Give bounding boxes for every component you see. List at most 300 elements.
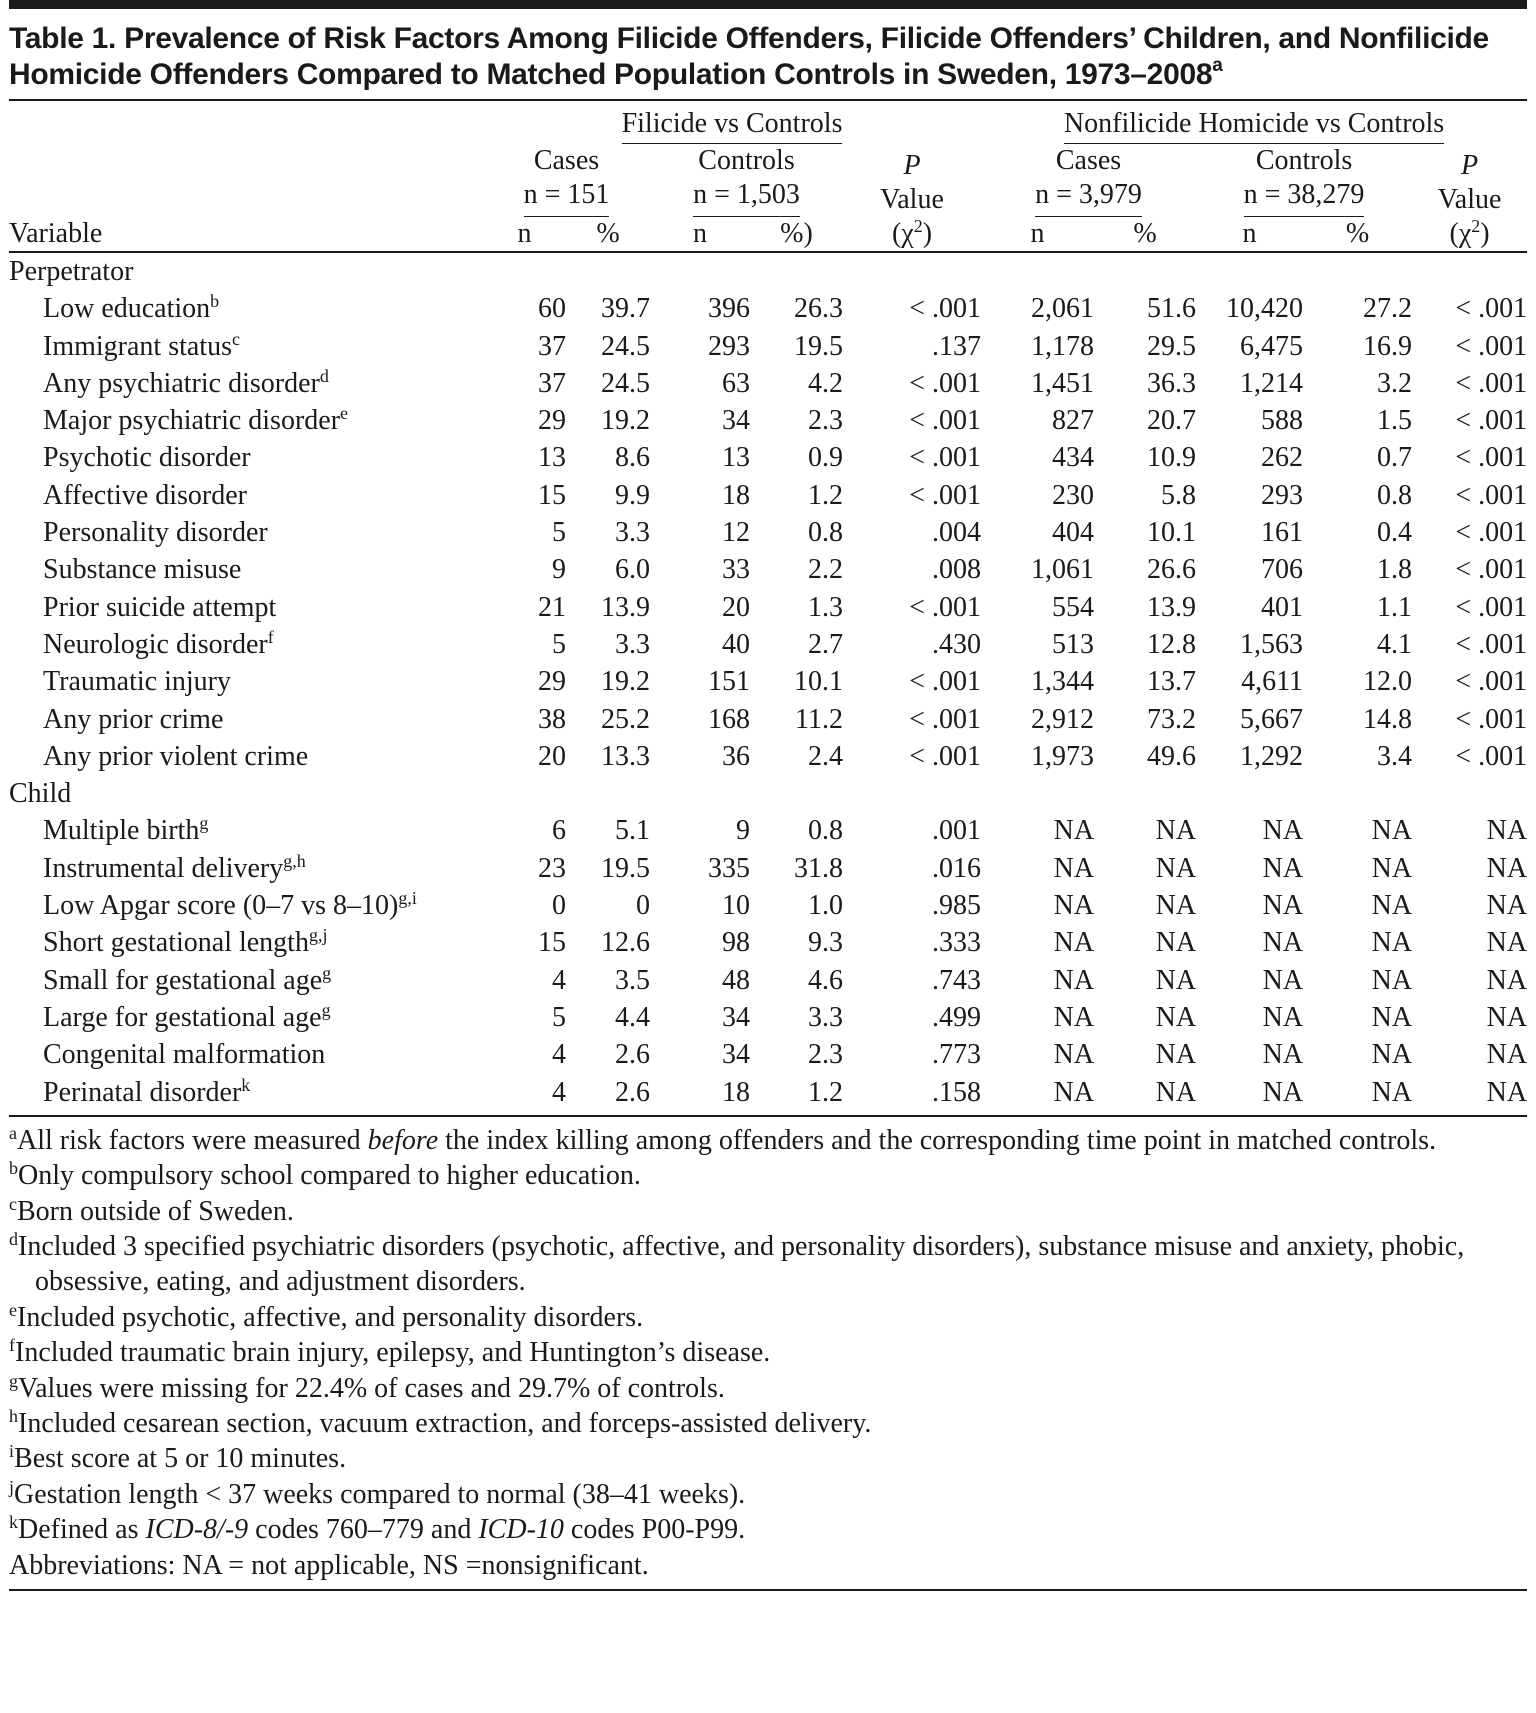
row-label: Low education$^b$ bbox=[43, 291, 220, 325]
table-cell: .001 bbox=[932, 815, 982, 847]
table-cell: 151 bbox=[708, 666, 750, 698]
table-cell: < .001 bbox=[909, 740, 982, 772]
table-cell: 2,912 bbox=[1031, 703, 1095, 735]
row-label: Any psychiatric disorder$^d$ bbox=[43, 365, 329, 399]
table-cell: 2.2 bbox=[808, 554, 843, 586]
table-cell: NA bbox=[1486, 1039, 1528, 1071]
table-cell: 168 bbox=[708, 703, 750, 735]
table-row bbox=[9, 887, 1527, 924]
table-cell: NA bbox=[1155, 1001, 1197, 1033]
table-cell: 0 bbox=[636, 890, 650, 922]
table-cell: NA bbox=[1371, 964, 1413, 996]
footnote-mark: e bbox=[340, 403, 349, 424]
row-label: Immigrant status$^c$ bbox=[43, 328, 240, 362]
table-cell: NA bbox=[1262, 1039, 1304, 1071]
table-cell: 13.3 bbox=[601, 740, 650, 772]
section-label: Child bbox=[9, 778, 72, 810]
row-label: Personality disorder bbox=[43, 517, 268, 549]
table-cell: NA bbox=[1155, 815, 1197, 847]
subheader-nonfilicide-controls: Controls n = 38,279 bbox=[1196, 144, 1412, 217]
table-row bbox=[9, 999, 1527, 1036]
table-cell: 16.9 bbox=[1363, 330, 1413, 362]
subheader-nonfilicide-cases: Cases n = 3,979 bbox=[981, 144, 1196, 217]
table-cell: 588 bbox=[1261, 405, 1304, 437]
table-cell: 1.5 bbox=[1377, 405, 1413, 437]
table-cell: 2.3 bbox=[808, 405, 843, 437]
table-cell: 19.5 bbox=[601, 852, 650, 884]
footnote-mark: d bbox=[319, 365, 329, 386]
table-cell: 161 bbox=[1261, 517, 1304, 549]
table-title-text: Prevalence of Risk Factors Among Filicide Offenders, Filicide Offenders’ Children, and Nonfilicide Homicide Offenders Compared to Matched Population Controls in Sweden, 1973–2008 bbox=[9, 22, 1489, 91]
table-cell: NA bbox=[1371, 890, 1413, 922]
table-cell: NA bbox=[1196, 1074, 1303, 1116]
table-cell: .008 bbox=[932, 554, 982, 586]
table-cell: 31.8 bbox=[794, 852, 843, 884]
table-cell: 38 bbox=[538, 703, 566, 735]
footnote-mark: g,h bbox=[283, 850, 306, 871]
table-cell: < .001 bbox=[1455, 367, 1528, 399]
row-label: Small for gestational age$^g$ bbox=[43, 962, 332, 996]
top-rule bbox=[9, 0, 1527, 9]
footnote-b: $^b$Only compulsory school compared to higher education. bbox=[9, 1158, 641, 1192]
table-cell: 1,292 bbox=[1240, 740, 1304, 772]
table-cell: NA bbox=[1155, 1039, 1197, 1071]
table-cell: 0.7 bbox=[1377, 442, 1413, 474]
table-cell: .773 bbox=[932, 1039, 982, 1071]
table-cell: 6.0 bbox=[615, 554, 650, 586]
table-cell: 2,061 bbox=[1031, 293, 1095, 325]
table-cell: < .001 bbox=[1455, 740, 1528, 772]
table-cell: 335 bbox=[708, 852, 750, 884]
header-row-columns bbox=[9, 217, 1527, 252]
table-cell: 396 bbox=[708, 293, 750, 325]
table-cell: 15 bbox=[538, 927, 566, 959]
row-label: Short gestational length$^{g,j}$ bbox=[43, 925, 328, 959]
table-cell: 401 bbox=[1261, 591, 1304, 623]
table-cell: 19.5 bbox=[794, 330, 843, 362]
table-cell: 706 bbox=[1261, 554, 1304, 586]
footnote-mark: g bbox=[321, 999, 331, 1020]
table-cell: 4 bbox=[483, 1074, 566, 1116]
column-header-n: n bbox=[981, 217, 1094, 252]
table-cell: < .001 bbox=[1455, 628, 1528, 660]
table-cell: 4 bbox=[552, 964, 566, 996]
table-cell: 29.5 bbox=[1147, 330, 1197, 362]
table-cell: < .001 bbox=[1455, 554, 1528, 586]
table-cell: NA bbox=[981, 1074, 1094, 1116]
table-row bbox=[9, 924, 1527, 961]
footnote-mark: g bbox=[322, 962, 332, 983]
table-cell: 3.3 bbox=[615, 517, 650, 549]
table-cell: 0.8 bbox=[808, 815, 843, 847]
table-cell: 13.7 bbox=[1147, 666, 1197, 698]
table-cell: < .001 bbox=[909, 293, 982, 325]
table-cell: < .001 bbox=[909, 666, 982, 698]
table-row bbox=[9, 812, 1527, 849]
footnote-i: $^i$Best score at 5 or 10 minutes. bbox=[9, 1441, 347, 1475]
table-cell: .333 bbox=[932, 927, 982, 959]
table-row bbox=[9, 663, 1527, 700]
table-cell: 2.7 bbox=[808, 628, 843, 660]
column-header-variable: Variable bbox=[9, 217, 483, 252]
row-label: Congenital malformation bbox=[43, 1039, 326, 1071]
table-row bbox=[9, 402, 1527, 439]
table-cell: 4.6 bbox=[808, 964, 843, 996]
table-cell: < .001 bbox=[909, 442, 982, 474]
table-cell: 19.2 bbox=[601, 405, 650, 437]
table-cell: < .001 bbox=[1455, 442, 1528, 474]
table-cell: NA bbox=[1262, 964, 1304, 996]
table-cell: NA bbox=[1262, 1001, 1304, 1033]
table-cell: 11.2 bbox=[795, 703, 843, 735]
table-cell: NA bbox=[1053, 1001, 1095, 1033]
table-cell: NA bbox=[1262, 927, 1304, 959]
table-cell: 2.3 bbox=[808, 1039, 843, 1071]
table-cell: 4.1 bbox=[1377, 628, 1413, 660]
table-cell: NA bbox=[1371, 1001, 1413, 1033]
table-cell: 37 bbox=[538, 367, 566, 399]
table-cell: 0.9 bbox=[808, 442, 843, 474]
table-row bbox=[9, 850, 1527, 887]
table-cell: 60 bbox=[538, 293, 566, 325]
table-cell: 3.5 bbox=[615, 964, 650, 996]
footnote-mark: g bbox=[199, 813, 209, 834]
table-row bbox=[9, 514, 1527, 551]
table-cell: 25.2 bbox=[601, 703, 650, 735]
table-cell: 1.8 bbox=[1377, 554, 1413, 586]
table-cell: 9 bbox=[736, 815, 750, 847]
table-cell: .743 bbox=[932, 964, 982, 996]
table-cell: 554 bbox=[1052, 591, 1095, 623]
table-cell: 26.6 bbox=[1147, 554, 1197, 586]
table-cell: 34 bbox=[722, 405, 750, 437]
row-label: Instrumental delivery$^{g,h}$ bbox=[43, 850, 306, 884]
footnote-k: $^k$Defined as ICD-8/-9 codes 760–779 and ICD-10 codes P00-P99. bbox=[9, 1512, 746, 1546]
title-rule bbox=[9, 99, 1527, 101]
row-label: Major psychiatric disorder$^e$ bbox=[43, 403, 349, 437]
table-cell: .137 bbox=[932, 330, 982, 362]
table-cell: .499 bbox=[932, 1001, 982, 1033]
table-cell: 0 bbox=[552, 890, 566, 922]
table-cell: 10.9 bbox=[1147, 442, 1197, 474]
table-cell: 13.9 bbox=[1147, 591, 1197, 623]
table-cell: 2.4 bbox=[808, 740, 843, 772]
subheader-filicide-controls: Controls n = 1,503 bbox=[650, 144, 843, 217]
table-row bbox=[9, 1074, 1527, 1116]
table-cell: NA bbox=[1155, 852, 1197, 884]
table-cell: < .001 bbox=[1455, 517, 1528, 549]
table-cell: NA bbox=[1371, 815, 1413, 847]
footnote-d: $^d$Included 3 specified psychiatric disorders (psychotic, affective, and personality disorders), substance misuse and anxiety, phobic, obsessive, eating, and adjustment disorders. bbox=[9, 1229, 1465, 1298]
row-label: Substance misuse bbox=[43, 554, 242, 586]
footnote-f: $^f$Included traumatic brain injury, epilepsy, and Huntington’s disease. bbox=[9, 1335, 771, 1369]
table-cell: NA bbox=[1262, 852, 1304, 884]
table-cell: 8.6 bbox=[615, 442, 650, 474]
table-cell: 262 bbox=[1261, 442, 1304, 474]
footnote-mark: b bbox=[210, 291, 220, 312]
table-row bbox=[9, 1036, 1527, 1073]
column-header-n: n bbox=[483, 217, 566, 252]
table-cell: 24.5 bbox=[601, 367, 650, 399]
table-cell: 6,475 bbox=[1240, 330, 1304, 362]
table-cell: 1,178 bbox=[1031, 330, 1095, 362]
table-cell: .004 bbox=[932, 517, 982, 549]
table-cell: 36.3 bbox=[1147, 367, 1197, 399]
table-cell: 3.3 bbox=[615, 628, 650, 660]
table-cell: < .001 bbox=[1455, 666, 1528, 698]
group-header-nonfilicide: Nonfilicide Homicide vs Controls bbox=[981, 107, 1527, 144]
table-cell: NA bbox=[1486, 852, 1528, 884]
table-row bbox=[9, 477, 1527, 514]
table-cell: 0.4 bbox=[1377, 517, 1413, 549]
table-cell: 1,344 bbox=[1031, 666, 1095, 698]
table-cell: 49.6 bbox=[1147, 740, 1197, 772]
table-cell: 1.1 bbox=[1377, 591, 1413, 623]
table-cell: 24.5 bbox=[601, 330, 650, 362]
table-cell: 21 bbox=[538, 591, 566, 623]
table-row bbox=[9, 365, 1527, 402]
row-label: Neurologic disorder$^f$ bbox=[43, 626, 274, 660]
row-label: Psychotic disorder bbox=[43, 442, 251, 474]
row-label: Low Apgar score (0–7 vs 8–10)$^{g,i}$ bbox=[43, 888, 417, 922]
table-cell: 4,611 bbox=[1241, 666, 1304, 698]
risk-factor-table bbox=[9, 107, 1527, 1117]
table-row bbox=[9, 626, 1527, 663]
table-cell: 10 bbox=[722, 890, 750, 922]
table-cell: < .001 bbox=[909, 479, 982, 511]
table-cell: NA bbox=[1371, 852, 1413, 884]
table-cell: 10.1 bbox=[1147, 517, 1197, 549]
table-cell: NA bbox=[1486, 1001, 1528, 1033]
row-label: Prior suicide attempt bbox=[43, 591, 277, 623]
table-cell: NA bbox=[1412, 1074, 1527, 1116]
table-cell: < .001 bbox=[1455, 591, 1528, 623]
row-label: Any prior crime bbox=[43, 703, 224, 735]
table-cell: 0.8 bbox=[1377, 479, 1413, 511]
table-cell: .158 bbox=[843, 1074, 981, 1116]
table-cell: 5.8 bbox=[1161, 479, 1197, 511]
header-row-groups bbox=[9, 107, 1527, 144]
table-cell: 9 bbox=[552, 554, 566, 586]
table-cell: NA bbox=[1371, 927, 1413, 959]
footnote-g: $^g$Values were missing for 22.4% of cases and 29.7% of controls. bbox=[9, 1370, 725, 1404]
title-footnote-mark: a bbox=[1212, 55, 1223, 76]
table-label: Table 1. bbox=[9, 22, 117, 55]
table-cell: .985 bbox=[932, 890, 982, 922]
table-cell: 1,973 bbox=[1031, 740, 1095, 772]
table-cell: 12.8 bbox=[1147, 628, 1197, 660]
row-label: Large for gestational age$^g$ bbox=[43, 999, 331, 1033]
table-cell: 5,667 bbox=[1240, 703, 1304, 735]
table-cell: 29 bbox=[538, 666, 566, 698]
table-cell: 29 bbox=[538, 405, 566, 437]
table-cell: 19.2 bbox=[601, 666, 650, 698]
table-cell: 10.1 bbox=[794, 666, 843, 698]
table-row bbox=[9, 439, 1527, 476]
table-cell: 5 bbox=[552, 628, 566, 660]
footnote-a: $^a$All risk factors were measured before the index killing among offenders and the corresponding time point in matched controls. bbox=[9, 1122, 1437, 1156]
table-cell: 51.6 bbox=[1147, 293, 1197, 325]
bottom-rule bbox=[9, 1589, 1527, 1591]
table-cell: 37 bbox=[538, 330, 566, 362]
table-cell: NA bbox=[1053, 964, 1095, 996]
column-header-pct: % bbox=[1303, 217, 1412, 252]
table-cell: 14.8 bbox=[1363, 703, 1413, 735]
table-cell: 1.2 bbox=[750, 1074, 843, 1116]
table-cell: 20.7 bbox=[1147, 405, 1197, 437]
table-cell: 13 bbox=[722, 442, 750, 474]
table-cell: NA bbox=[1053, 1039, 1095, 1071]
column-header-pct: % bbox=[566, 217, 650, 252]
subheader-p-value-2: P Value bbox=[1437, 150, 1502, 215]
column-header-chi: $(\chi^2)$ bbox=[1412, 217, 1527, 252]
table-cell: 513 bbox=[1052, 628, 1095, 660]
table-cell: 98 bbox=[722, 927, 750, 959]
table-cell: 40 bbox=[722, 628, 750, 660]
table-cell: 293 bbox=[1261, 479, 1304, 511]
section-header-row bbox=[9, 252, 1527, 290]
table-cell: 34 bbox=[722, 1001, 750, 1033]
row-label: Any prior violent crime bbox=[43, 740, 309, 772]
table-cell: 48 bbox=[722, 964, 750, 996]
table-cell: 3.2 bbox=[1377, 367, 1413, 399]
column-header-n: n bbox=[1196, 217, 1303, 252]
table-cell: < .001 bbox=[1455, 405, 1528, 437]
row-label: Traumatic injury bbox=[43, 666, 231, 698]
table-cell: 20 bbox=[538, 740, 566, 772]
table-cell: 4.2 bbox=[808, 367, 843, 399]
document-page bbox=[9, 0, 1527, 1591]
table-cell: 13.9 bbox=[601, 591, 650, 623]
table-cell: 5 bbox=[552, 517, 566, 549]
table-cell: 434 bbox=[1052, 442, 1095, 474]
footnote-c: $^c$Born outside of Sweden. bbox=[9, 1193, 294, 1227]
table-cell: NA bbox=[1262, 890, 1304, 922]
table-cell: 293 bbox=[708, 330, 750, 362]
table-cell: < .001 bbox=[1455, 330, 1528, 362]
table-cell: 73.2 bbox=[1147, 703, 1197, 735]
table-cell: 3.4 bbox=[1377, 740, 1413, 772]
footnotes bbox=[9, 1123, 1527, 1583]
abbreviations: Abbreviations: NA = not applicable, NS =nonsignificant. bbox=[9, 1549, 649, 1581]
table-cell: 34 bbox=[722, 1039, 750, 1071]
table-cell: < .001 bbox=[1455, 479, 1528, 511]
table-cell: NA bbox=[1155, 890, 1197, 922]
table-title bbox=[9, 21, 1527, 93]
table-row bbox=[9, 738, 1527, 775]
table-cell: 2.6 bbox=[615, 1039, 650, 1071]
subheader-filicide-cases: Cases n = 151 bbox=[483, 144, 650, 217]
table-cell: 20 bbox=[722, 591, 750, 623]
column-header-n: n bbox=[650, 217, 750, 252]
table-cell: 18 bbox=[722, 479, 750, 511]
table-cell: 1.0 bbox=[808, 890, 843, 922]
table-cell: 12.6 bbox=[601, 927, 650, 959]
table-cell: 3.3 bbox=[808, 1001, 843, 1033]
footnote-e: $^e$Included psychotic, affective, and personality disorders. bbox=[9, 1299, 644, 1333]
table-cell: NA bbox=[1094, 1074, 1196, 1116]
table-cell: 404 bbox=[1052, 517, 1095, 549]
table-cell: 2.6 bbox=[566, 1074, 650, 1116]
table-cell: 1,214 bbox=[1240, 367, 1304, 399]
row-label: Perinatal disorder$^k$ bbox=[9, 1074, 483, 1116]
table-cell: 0.8 bbox=[808, 517, 843, 549]
table-cell: NA bbox=[1486, 890, 1528, 922]
table-cell: 9.9 bbox=[615, 479, 650, 511]
table-cell: 39.7 bbox=[601, 293, 650, 325]
table-row bbox=[9, 962, 1527, 999]
footnote-j: $^j$Gestation length < 37 weeks compared to normal (38–41 weeks). bbox=[9, 1476, 746, 1510]
table-cell: 1,451 bbox=[1031, 367, 1095, 399]
footnote-mark: c bbox=[231, 328, 240, 349]
subheader-p-value-1: P Value bbox=[880, 150, 944, 215]
table-cell: NA bbox=[1486, 964, 1528, 996]
table-cell: < .001 bbox=[909, 591, 982, 623]
table-cell: NA bbox=[1303, 1074, 1412, 1116]
table-cell: 4 bbox=[552, 1039, 566, 1071]
table-row bbox=[9, 589, 1527, 626]
footnote-mark: k bbox=[241, 1074, 251, 1095]
table-cell: NA bbox=[1053, 852, 1095, 884]
table-cell: 827 bbox=[1052, 405, 1095, 437]
table-cell: 9.3 bbox=[808, 927, 843, 959]
table-cell: NA bbox=[1053, 815, 1095, 847]
table-row bbox=[9, 328, 1527, 365]
table-cell: 5.1 bbox=[615, 815, 650, 847]
table-cell: 33 bbox=[722, 554, 750, 586]
table-cell: 5 bbox=[552, 1001, 566, 1033]
table-cell: 230 bbox=[1052, 479, 1095, 511]
table-cell: NA bbox=[1371, 1039, 1413, 1071]
table-cell: NA bbox=[1053, 890, 1095, 922]
table-cell: 12 bbox=[722, 517, 750, 549]
table-cell: 23 bbox=[538, 852, 566, 884]
table-cell: NA bbox=[1486, 815, 1528, 847]
table-cell: NA bbox=[1486, 927, 1528, 959]
footnote-mark: g,i bbox=[398, 888, 417, 909]
section-header-row bbox=[9, 775, 1527, 812]
column-header-pct: % bbox=[1094, 217, 1196, 252]
table-cell: .430 bbox=[932, 628, 982, 660]
table-cell: < .001 bbox=[909, 367, 982, 399]
table-cell: < .001 bbox=[909, 405, 982, 437]
table-cell: NA bbox=[1155, 927, 1197, 959]
section-label: Perpetrator bbox=[9, 256, 134, 287]
group-header-filicide: Filicide vs Controls bbox=[483, 107, 981, 144]
table-cell: 1.2 bbox=[808, 479, 843, 511]
table-cell: 63 bbox=[722, 367, 750, 399]
table-cell: 26.3 bbox=[794, 293, 843, 325]
table-row bbox=[9, 701, 1527, 738]
table-body bbox=[9, 252, 1527, 1116]
table-cell: 1.3 bbox=[808, 591, 843, 623]
table-row bbox=[9, 290, 1527, 327]
table-cell: NA bbox=[1053, 927, 1095, 959]
column-header-chi: $(\chi^2)$ bbox=[843, 217, 981, 252]
table-cell: NA bbox=[1155, 964, 1197, 996]
table-cell: 4.4 bbox=[615, 1001, 650, 1033]
table-cell: 1,061 bbox=[1031, 554, 1095, 586]
table-cell: 18 bbox=[650, 1074, 750, 1116]
column-header-pct: %) bbox=[750, 217, 843, 252]
footnote-mark: g,j bbox=[308, 925, 328, 946]
footnote-mark: f bbox=[267, 626, 274, 647]
table-cell: 12.0 bbox=[1363, 666, 1413, 698]
table-cell: 27.2 bbox=[1363, 293, 1413, 325]
table-cell: 1,563 bbox=[1240, 628, 1304, 660]
table-cell: 36 bbox=[722, 740, 750, 772]
table-row bbox=[9, 551, 1527, 588]
